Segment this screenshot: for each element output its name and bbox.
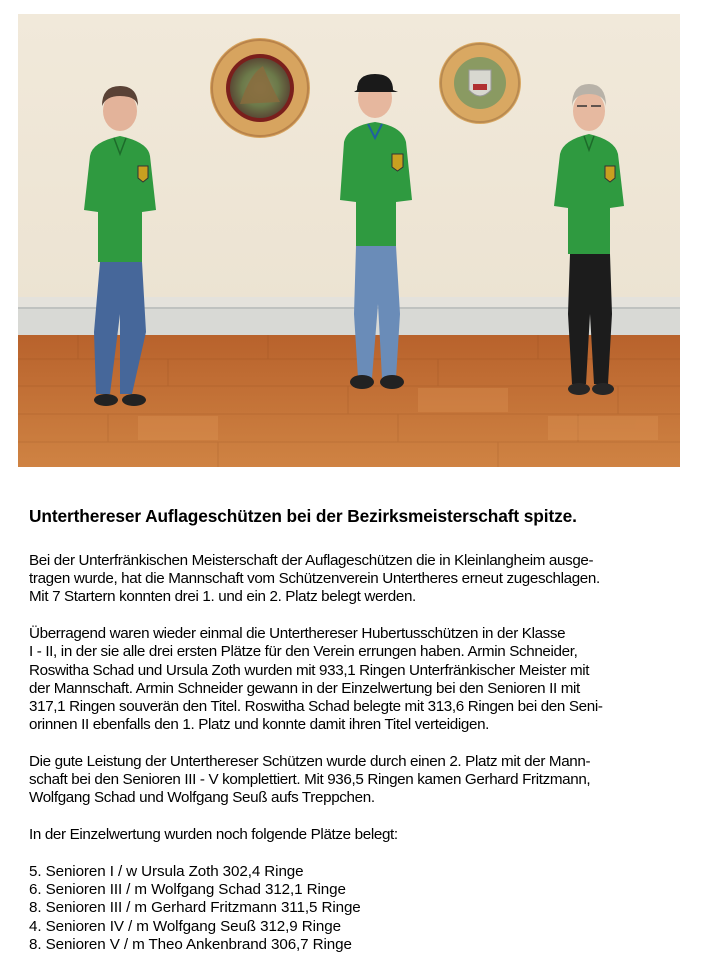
- paragraph-seniors-iii-v: [29, 753, 679, 808]
- text-line: 317,1 Ringen souverän den Titel. Roswitha Schad belegte mit 313,6 Ringen bei den Seni-: [29, 698, 603, 716]
- text-line: der Mannschaft. Armin Schneider gewann in der Einzelwertung bei den Senioren II mit: [29, 679, 580, 697]
- text-line: tragen wurde, hat die Mannschaft vom Schützenverein Untertheres erneut zugeschlagen.: [29, 570, 600, 588]
- result-item: 6. Senioren III / m Wolfgang Schad 312,1 Ringe: [29, 881, 346, 899]
- text-line: schaft bei den Senioren III - V komplettiert. Mit 936,5 Ringen kamen Gerhard Fritzmann,: [29, 771, 591, 789]
- article: [29, 505, 679, 954]
- text-line: Wolfgang Schad und Wolfgang Seuß aufs Treppchen.: [29, 789, 375, 807]
- wall-plaque-left: [210, 38, 310, 138]
- text-line: Roswitha Schad und Ursula Zoth wurden mit 933,1 Ringen Unterfränkischer Meister mit: [29, 661, 590, 679]
- text-line: Mit 7 Startern konnten drei 1. und ein 2. Platz belegt werden.: [29, 588, 416, 606]
- result-item: 8. Senioren III / m Gerhard Fritzmann 311,5 Ringe: [29, 899, 361, 917]
- paragraph-results-intro: [29, 826, 679, 844]
- text-line: In der Einzelwertung wurden noch folgende Plätze belegt:: [29, 826, 398, 844]
- paragraph-intro: [29, 552, 679, 607]
- wall-plaque-right: [439, 42, 521, 124]
- results-list: [29, 863, 679, 954]
- text-line: Bei der Unterfränkischen Meisterschaft der Auflageschützen die in Kleinlangheim ausge-: [29, 552, 594, 569]
- text-line: Überragend waren wieder einmal die Unterthereser Hubertusschützen in der Klasse: [29, 625, 566, 643]
- text-line: I - II, in der sie alle drei ersten Plätze für den Verein errungen haben. Armin Schneider,: [29, 643, 578, 661]
- article-headline: Unterthereser Auflageschützen bei der Bezirksmeisterschaft spitze.: [29, 506, 577, 526]
- paragraph-class-i-ii: [29, 625, 679, 734]
- text-line: orinnen II ebenfalls den 1. Platz und konnte damit ihren Titel verteidigen.: [29, 716, 490, 734]
- result-item: 5. Senioren I / w Ursula Zoth 302,4 Ringe: [29, 863, 304, 881]
- result-item: 4. Senioren IV / m Wolfgang Seuß 312,9 Ringe: [29, 917, 341, 935]
- text-line: Die gute Leistung der Unterthereser Schützen wurde durch einen 2. Platz mit der Mann-: [29, 753, 591, 771]
- result-item: 8. Senioren V / m Theo Ankenbrand 306,7 Ringe: [29, 935, 352, 953]
- team-photo: [18, 14, 680, 467]
